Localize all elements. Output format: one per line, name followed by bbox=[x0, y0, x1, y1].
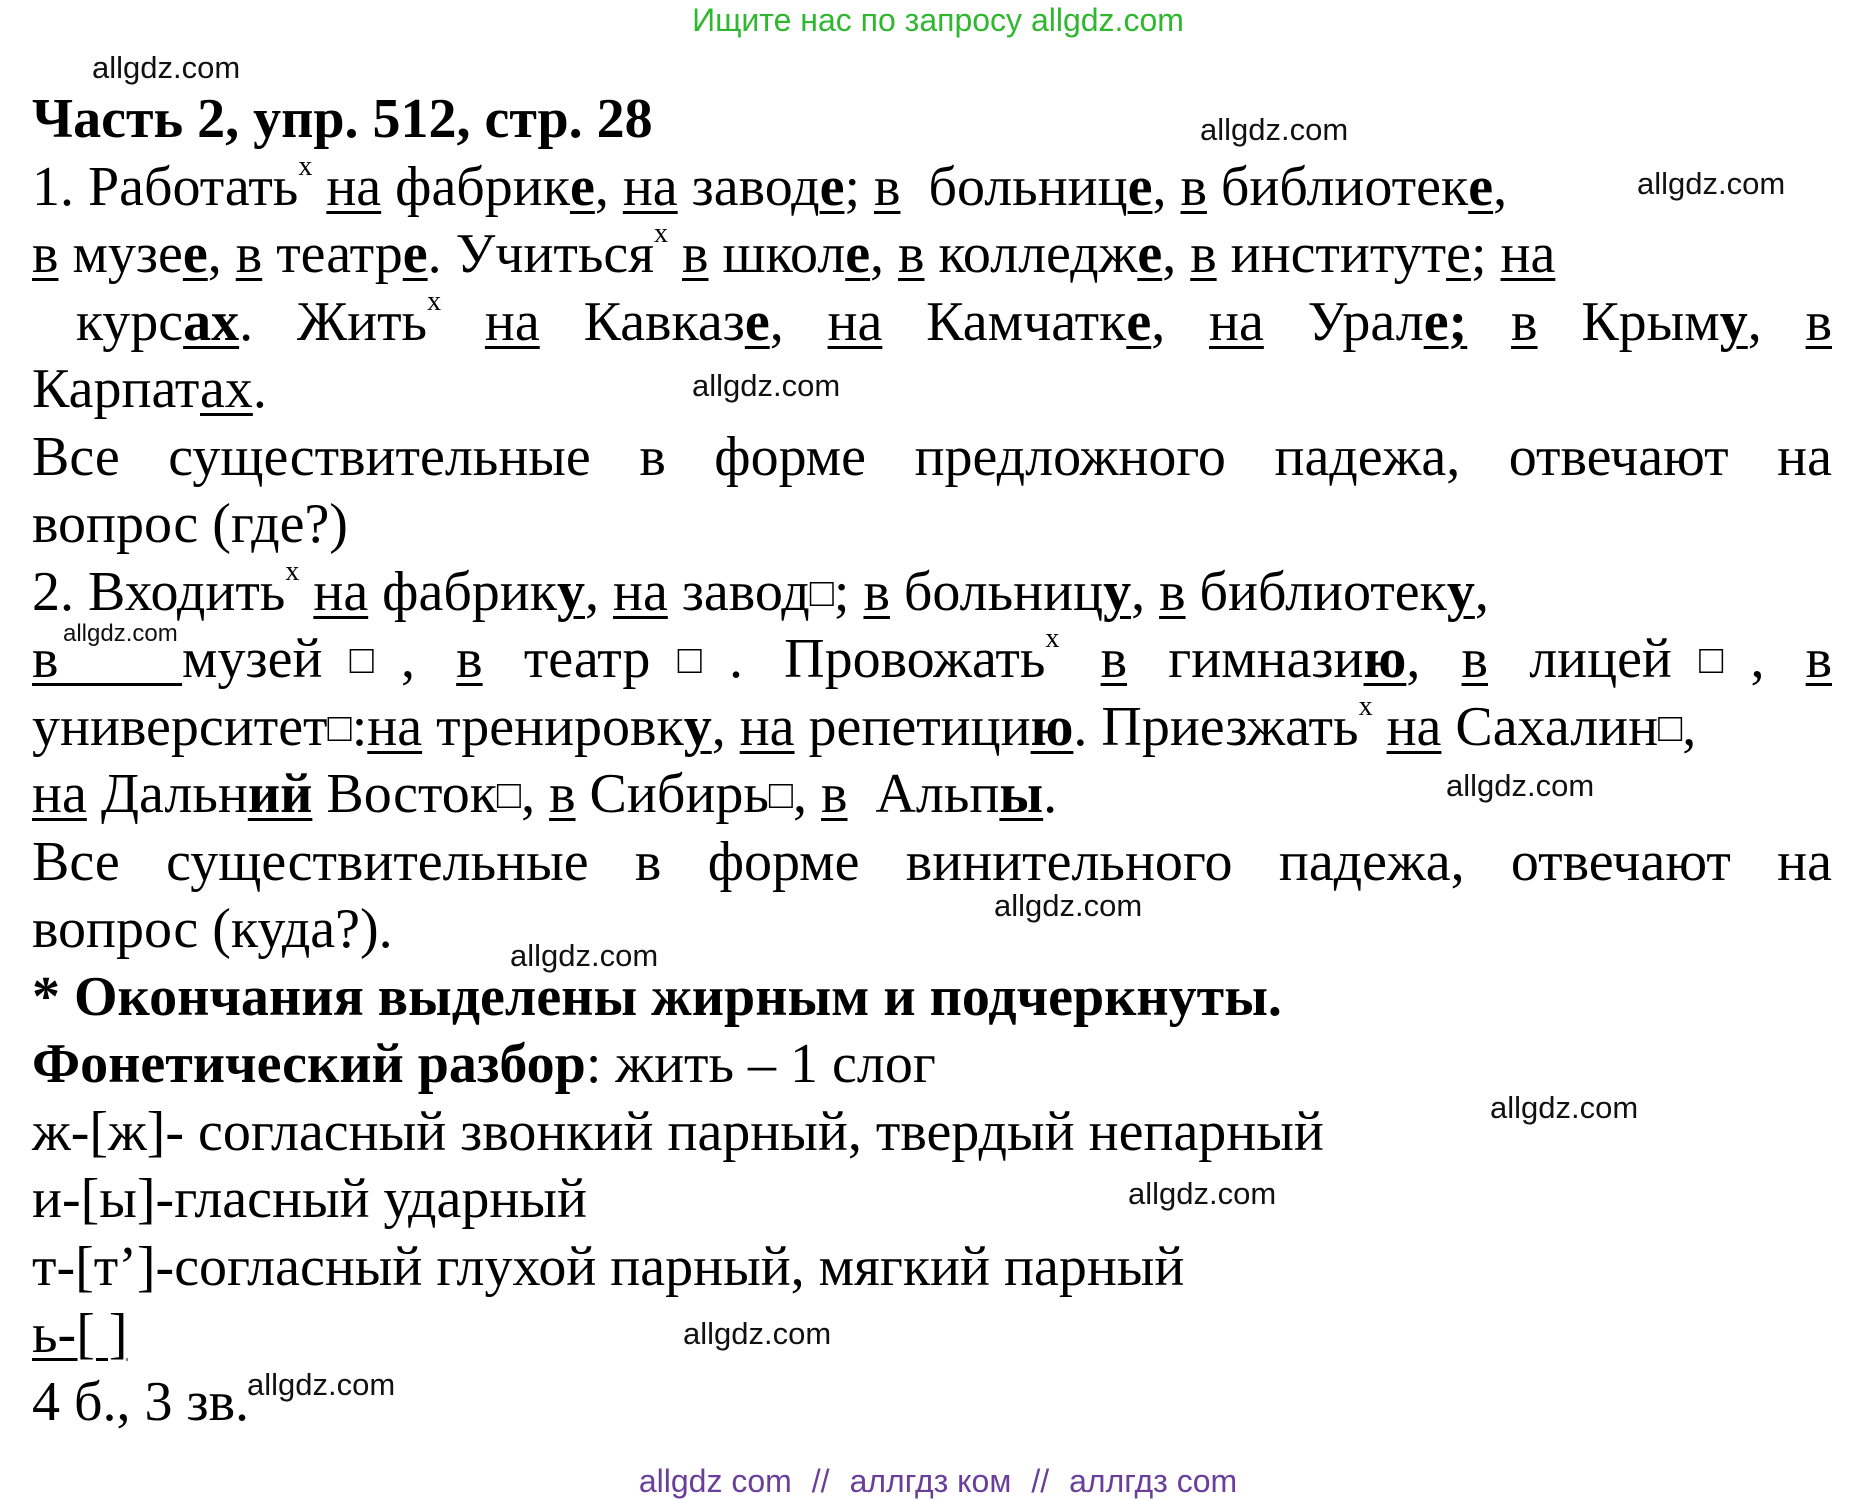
exercise-1-line-2: в музее, в театре. Учиться$^x$ в школе, в колледже, в институте; на bbox=[32, 218, 1556, 285]
exercise-1-line-3: курсах. Жить$^x$ на Кавказе, на Камчатке, на Урале; в Крыму, в bbox=[75, 288, 1832, 353]
watermark: allgdz.com bbox=[994, 888, 1143, 923]
phonetic-heading: Фонетический разбор: жить – 1 слог bbox=[32, 1033, 936, 1095]
exercise-2-line-3: университет□:на тренировку, на репетицию. Приезжать$^x$ на Сахалин□, bbox=[32, 690, 1697, 758]
exercise-2-line-2: в музей□, в театр□. Провожать$^x$ в гимназию, в лицей□, в bbox=[32, 626, 1832, 690]
exercise-1-summary: Все существительные в форме предложного падежа, отвечают на bbox=[32, 425, 1832, 488]
phonetic-row: ж-[ж]- согласный звонкий парный, твердый непарный bbox=[32, 1100, 1324, 1163]
page-title: Часть 2, упр. 512, стр. 28 bbox=[32, 88, 653, 150]
watermark: allgdz.com bbox=[1446, 768, 1595, 803]
exercise-1-summary-end: вопрос (где?) bbox=[32, 493, 348, 555]
exercise-content bbox=[32, 86, 1832, 1436]
watermark: allgdz.com bbox=[1200, 112, 1349, 147]
footer-links: allgdz com // аллгдз ком // аллгдз com bbox=[638, 1463, 1238, 1499]
search-banner: Ищите нас по запросу allgdz.com bbox=[692, 2, 1184, 38]
exercise-2-summary-end: вопрос (куда?). bbox=[32, 898, 393, 960]
phonetic-row: т-[т’]-согласный глухой парный, мягкий парный bbox=[32, 1235, 1185, 1298]
watermark: allgdz.com bbox=[692, 368, 841, 403]
watermark: allgdz.com bbox=[1490, 1090, 1639, 1125]
watermark: allgdz.com bbox=[63, 620, 178, 647]
watermark: allgdz.com bbox=[1128, 1176, 1277, 1211]
footer-link[interactable]: аллгдз com bbox=[1069, 1463, 1238, 1499]
exercise-2-line-1: 2. Входить$^x$ на фабрику, на завод□; в больницу, в библиотеку, bbox=[32, 555, 1489, 623]
exercise-1-line-1: 1. Работать$^x$ на фабрике, на заводе; в больнице, в библиотеке, bbox=[32, 150, 1508, 218]
endings-note: * Окончания выделены жирным и подчеркнуты. bbox=[32, 965, 1282, 1028]
exercise-1-line-4: Карпатах. bbox=[32, 358, 267, 420]
watermark: allgdz.com bbox=[510, 938, 659, 973]
phonetic-label: Фонетический разбор bbox=[32, 1033, 586, 1095]
watermark: allgdz.com bbox=[1637, 166, 1786, 201]
exercise-2-summary: Все существительные в форме винительного падежа, отвечают на bbox=[32, 830, 1832, 893]
watermark: allgdz.com bbox=[683, 1316, 832, 1351]
footer-link[interactable]: allgdz com bbox=[638, 1463, 792, 1499]
phonetic-row: 4 б., 3 зв. bbox=[32, 1370, 250, 1433]
phonetic-row: и-[ы]-гласный ударный bbox=[32, 1168, 587, 1230]
watermark: allgdz.com bbox=[247, 1367, 396, 1402]
footer-link[interactable]: аллгдз ком bbox=[849, 1463, 1012, 1499]
phonetic-row: ь-[ ] bbox=[32, 1303, 128, 1365]
watermark: allgdz.com bbox=[92, 50, 241, 85]
exercise-2-line-4: на Дальний Восток□, в Сибирь□, в Альпы. bbox=[32, 763, 1058, 825]
